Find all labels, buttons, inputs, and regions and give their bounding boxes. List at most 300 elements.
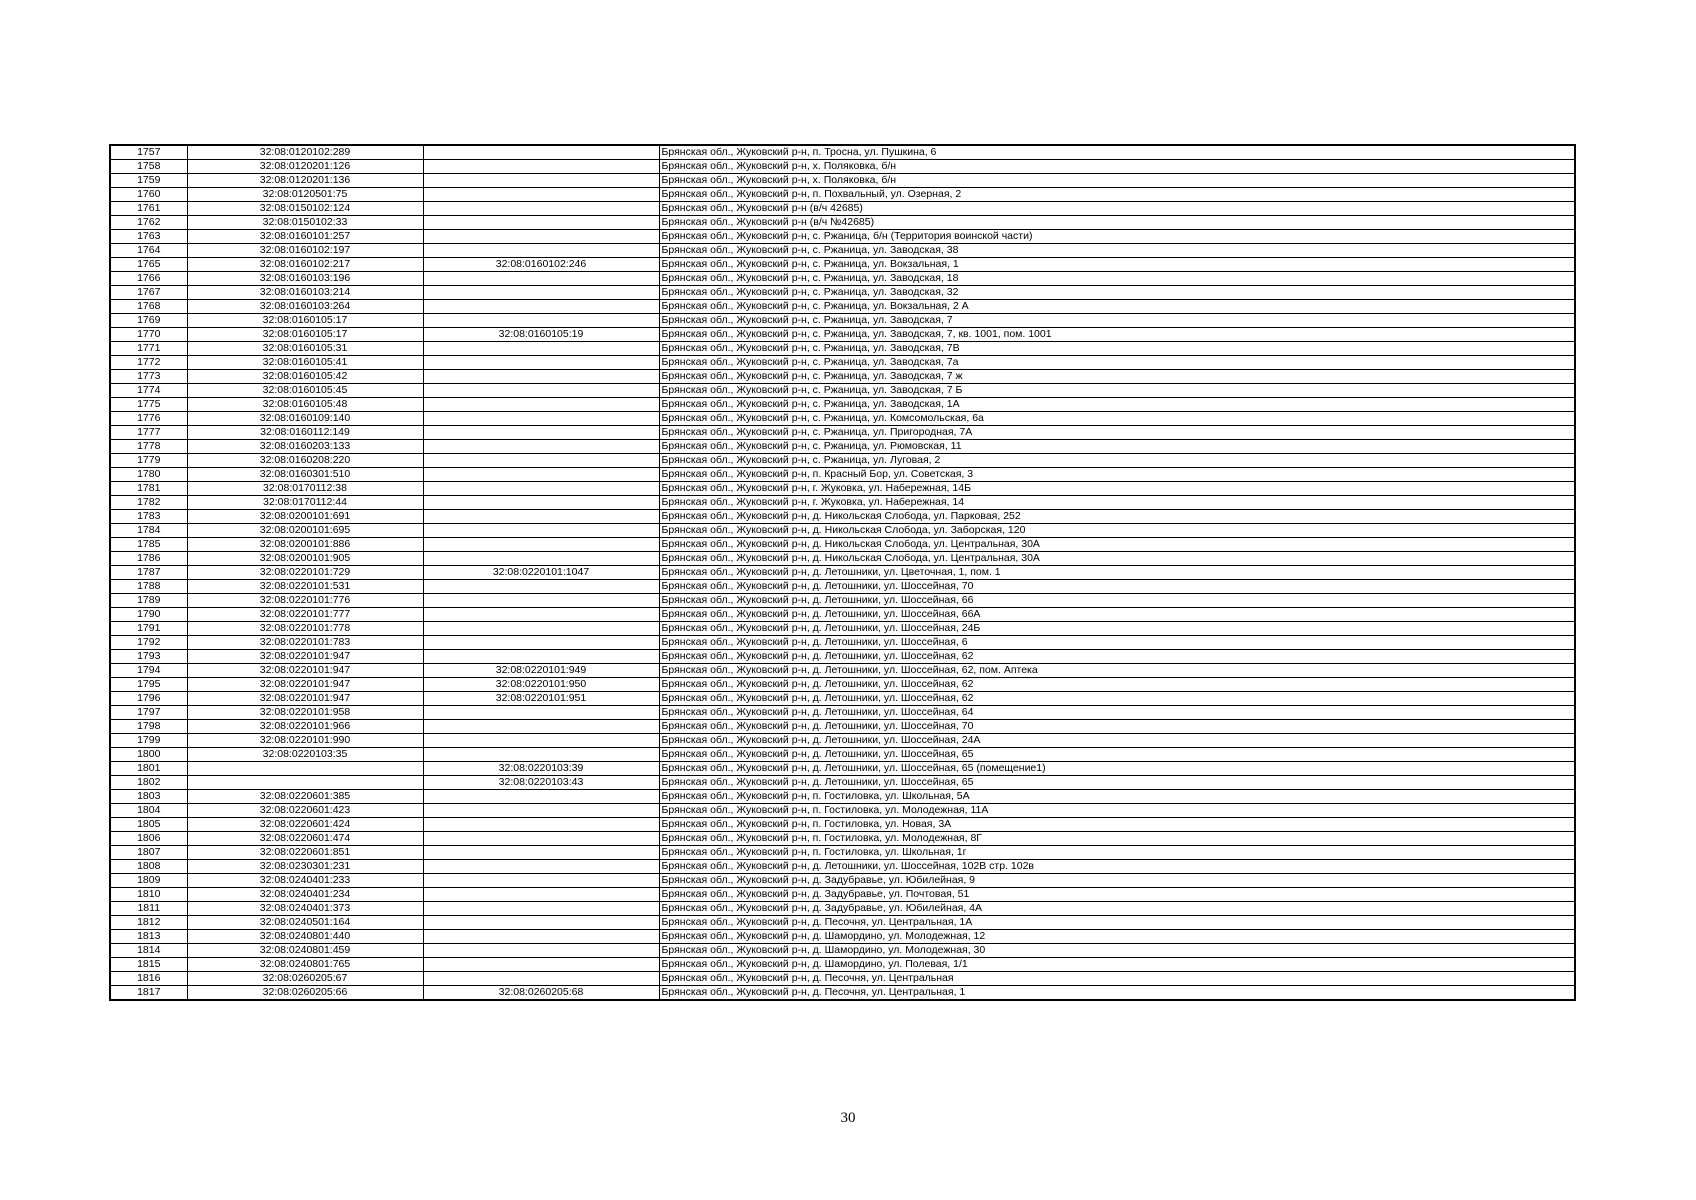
row-number-cell: 1781 [110,482,187,496]
cadastral-number-cell: 32:08:0160105:17 [187,314,423,328]
row-number-cell: 1803 [110,790,187,804]
cadastral-number-cell: 32:08:0220101:777 [187,608,423,622]
address-cell: Брянская обл., Жуковский р-н, с. Ржаница, ул. Заводская, 32 [659,286,1575,300]
table-row [110,818,1575,832]
address-cell: Брянская обл., Жуковский р-н, д. Песочня, ул. Центральная, 1 [659,986,1575,1001]
cadastral-number-cell: 32:08:0170112:44 [187,496,423,510]
row-number-cell: 1784 [110,524,187,538]
table-row [110,566,1575,580]
cadastral-number-cell: 32:08:0160105:41 [187,356,423,370]
cadastral-number-cell: 32:08:0220101:531 [187,580,423,594]
cadastral-number-cell: 32:08:0220601:474 [187,832,423,846]
row-number-cell: 1770 [110,328,187,342]
cadastral-number-cell: 32:08:0220101:947 [187,678,423,692]
page-number: 30 [840,1110,856,1126]
table-row [110,188,1575,202]
cadastral-number-cell: 32:08:0160101:257 [187,230,423,244]
address-cell: Брянская обл., Жуковский р-н, д. Никольская Слобода, ул. Центральная, 30А [659,552,1575,566]
related-number-cell [423,482,659,496]
row-number-cell: 1764 [110,244,187,258]
row-number-cell: 1768 [110,300,187,314]
table-row [110,748,1575,762]
related-number-cell [423,580,659,594]
cadastral-number-cell: 32:08:0150102:33 [187,216,423,230]
table-row [110,804,1575,818]
row-number-cell: 1790 [110,608,187,622]
address-cell: Брянская обл., Жуковский р-н, п. Красный Бор, ул. Советская, 3 [659,468,1575,482]
related-number-cell [423,188,659,202]
table-row [110,538,1575,552]
cadastral-number-cell: 32:08:0120102:289 [187,145,423,160]
table-row [110,860,1575,874]
table-row [110,902,1575,916]
table-row [110,216,1575,230]
row-number-cell: 1793 [110,650,187,664]
table-row [110,342,1575,356]
address-cell: Брянская обл., Жуковский р-н, с. Ржаница, ул. Заводская, 7, кв. 1001, пом. 1001 [659,328,1575,342]
address-cell: Брянская обл., Жуковский р-н, с. Ржаница, ул. Комсомольская, 6а [659,412,1575,426]
row-number-cell: 1814 [110,944,187,958]
address-cell: Брянская обл., Жуковский р-н, д. Задубравье, ул. Почтовая, 51 [659,888,1575,902]
related-number-cell: 32:08:0160105:19 [423,328,659,342]
cadastral-number-cell [187,776,423,790]
related-number-cell: 32:08:0260205:68 [423,986,659,1001]
address-cell: Брянская обл., Жуковский р-н, п. Гостиловка, ул. Школьная, 5А [659,790,1575,804]
table-row [110,832,1575,846]
address-cell: Брянская обл., Жуковский р-н, д. Летошники, ул. Шоссейная, 64 [659,706,1575,720]
cadastral-number-cell: 32:08:0220101:776 [187,594,423,608]
table-row [110,482,1575,496]
address-cell: Брянская обл., Жуковский р-н, с. Ржаница, б/н (Территория воинской части) [659,230,1575,244]
address-cell: Брянская обл., Жуковский р-н, д. Задубравье, ул. Юбилейная, 9 [659,874,1575,888]
address-cell: Брянская обл., Жуковский р-н, п. Гостиловка, ул. Молодежная, 11А [659,804,1575,818]
cadastral-number-cell: 32:08:0220101:947 [187,664,423,678]
row-number-cell: 1777 [110,426,187,440]
table-row [110,314,1575,328]
related-number-cell [423,622,659,636]
row-number-cell: 1806 [110,832,187,846]
table-row [110,734,1575,748]
row-number-cell: 1805 [110,818,187,832]
row-number-cell: 1787 [110,566,187,580]
table-row [110,552,1575,566]
table-row [110,888,1575,902]
cadastral-number-cell: 32:08:0160102:197 [187,244,423,258]
address-cell: Брянская обл., Жуковский р-н, с. Ржаница, ул. Заводская, 38 [659,244,1575,258]
row-number-cell: 1775 [110,398,187,412]
cadastral-number-cell: 32:08:0160203:133 [187,440,423,454]
row-number-cell: 1772 [110,356,187,370]
related-number-cell [423,202,659,216]
related-number-cell [423,748,659,762]
row-number-cell: 1791 [110,622,187,636]
table-row [110,160,1575,174]
address-cell: Брянская обл., Жуковский р-н, д. Летошники, ул. Шоссейная, 70 [659,720,1575,734]
address-cell: Брянская обл., Жуковский р-н, д. Летошники, ул. Шоссейная, 24Б [659,622,1575,636]
table-row [110,202,1575,216]
address-cell: Брянская обл., Жуковский р-н, д. Летошники, ул. Шоссейная, 62 [659,650,1575,664]
row-number-cell: 1779 [110,454,187,468]
address-cell: Брянская обл., Жуковский р-н, г. Жуковка, ул. Набережная, 14 [659,496,1575,510]
row-number-cell: 1816 [110,972,187,986]
row-number-cell: 1802 [110,776,187,790]
table-row [110,762,1575,776]
row-number-cell: 1783 [110,510,187,524]
table-row [110,328,1575,342]
related-number-cell [423,216,659,230]
related-number-cell [423,300,659,314]
address-cell: Брянская обл., Жуковский р-н, д. Летошники, ул. Шоссейная, 62 [659,692,1575,706]
cadastral-number-cell: 32:08:0220101:783 [187,636,423,650]
related-number-cell [423,314,659,328]
related-number-cell [423,244,659,258]
table-row [110,720,1575,734]
table-row [110,846,1575,860]
table-row [110,916,1575,930]
related-number-cell [423,874,659,888]
related-number-cell [423,790,659,804]
related-number-cell [423,524,659,538]
cadastral-number-cell: 32:08:0220101:958 [187,706,423,720]
cadastral-number-cell: 32:08:0160105:42 [187,370,423,384]
related-number-cell [423,230,659,244]
address-cell: Брянская обл., Жуковский р-н, д. Никольская Слобода, ул. Центральная, 30А [659,538,1575,552]
table-row [110,398,1575,412]
row-number-cell: 1788 [110,580,187,594]
related-number-cell [423,454,659,468]
row-number-cell: 1766 [110,272,187,286]
row-number-cell: 1769 [110,314,187,328]
row-number-cell: 1780 [110,468,187,482]
address-cell: Брянская обл., Жуковский р-н (в/ч 42685) [659,202,1575,216]
address-cell: Брянская обл., Жуковский р-н, д. Песочня, ул. Центральная [659,972,1575,986]
cadastral-number-cell: 32:08:0260205:67 [187,972,423,986]
related-number-cell [423,860,659,874]
related-number-cell [423,818,659,832]
table-row [110,986,1575,1001]
table-row [110,258,1575,272]
row-number-cell: 1760 [110,188,187,202]
table-row [110,636,1575,650]
cadastral-number-cell: 32:08:0160103:196 [187,272,423,286]
address-cell: Брянская обл., Жуковский р-н, х. Поляковка, б/н [659,160,1575,174]
row-number-cell: 1800 [110,748,187,762]
related-number-cell [423,468,659,482]
address-cell: Брянская обл., Жуковский р-н, д. Летошники, ул. Шоссейная, 102В стр. 102в [659,860,1575,874]
cadastral-number-cell: 32:08:0220101:947 [187,650,423,664]
address-cell: Брянская обл., Жуковский р-н, д. Летошники, ул. Шоссейная, 66А [659,608,1575,622]
cadastral-number-cell: 32:08:0160105:17 [187,328,423,342]
row-number-cell: 1758 [110,160,187,174]
cadastral-number-cell: 32:08:0200101:905 [187,552,423,566]
cadastral-number-cell: 32:08:0160105:48 [187,398,423,412]
related-number-cell: 32:08:0220101:951 [423,692,659,706]
table-row [110,930,1575,944]
cadastral-number-cell: 32:08:0160103:264 [187,300,423,314]
row-number-cell: 1774 [110,384,187,398]
table-row [110,384,1575,398]
address-cell: Брянская обл., Жуковский р-н, с. Ржаница, ул. Заводская, 7В [659,342,1575,356]
related-number-cell: 32:08:0220101:949 [423,664,659,678]
table-row [110,300,1575,314]
table-row [110,944,1575,958]
cadastral-number-cell: 32:08:0160102:217 [187,258,423,272]
address-cell: Брянская обл., Жуковский р-н, п. Похвальный, ул. Озерная, 2 [659,188,1575,202]
row-number-cell: 1799 [110,734,187,748]
address-cell: Брянская обл., Жуковский р-н, с. Ржаница, ул. Заводская, 7а [659,356,1575,370]
address-cell: Брянская обл., Жуковский р-н, д. Летошники, ул. Шоссейная, 66 [659,594,1575,608]
row-number-cell: 1759 [110,174,187,188]
related-number-cell [423,384,659,398]
cadastral-number-cell: 32:08:0150102:124 [187,202,423,216]
table-row [110,622,1575,636]
related-number-cell [423,426,659,440]
address-cell: Брянская обл., Жуковский р-н, с. Ржаница, ул. Заводская, 7 [659,314,1575,328]
cadastral-number-cell: 32:08:0220601:385 [187,790,423,804]
row-number-cell: 1815 [110,958,187,972]
related-number-cell [423,272,659,286]
related-number-cell [423,342,659,356]
related-number-cell [423,496,659,510]
row-number-cell: 1763 [110,230,187,244]
table-row [110,650,1575,664]
row-number-cell: 1817 [110,986,187,1001]
address-cell: Брянская обл., Жуковский р-н, д. Летошники, ул. Шоссейная, 70 [659,580,1575,594]
cadastral-number-cell: 32:08:0240401:373 [187,902,423,916]
row-number-cell: 1765 [110,258,187,272]
related-number-cell: 32:08:0220101:950 [423,678,659,692]
cadastral-number-cell: 32:08:0220601:424 [187,818,423,832]
related-number-cell: 32:08:0220101:1047 [423,566,659,580]
cadastral-number-cell: 32:08:0200101:886 [187,538,423,552]
row-number-cell: 1810 [110,888,187,902]
related-number-cell [423,804,659,818]
cadastral-number-cell: 32:08:0240401:233 [187,874,423,888]
cadastral-number-cell: 32:08:0220101:947 [187,692,423,706]
table-row [110,440,1575,454]
row-number-cell: 1771 [110,342,187,356]
cadastral-number-cell: 32:08:0240801:459 [187,944,423,958]
table-row [110,510,1575,524]
table-row [110,370,1575,384]
table-row [110,524,1575,538]
cadastral-number-cell: 32:08:0120201:136 [187,174,423,188]
address-cell: Брянская обл., Жуковский р-н, с. Ржаница, ул. Заводская, 7 ж [659,370,1575,384]
row-number-cell: 1778 [110,440,187,454]
address-cell: Брянская обл., Жуковский р-н, д. Летошники, ул. Шоссейная, 65 [659,748,1575,762]
related-number-cell [423,594,659,608]
table-row [110,230,1575,244]
table-row [110,412,1575,426]
cadastral-number-cell: 32:08:0230301:231 [187,860,423,874]
registry-body [110,145,1575,1000]
related-number-cell [423,510,659,524]
related-number-cell [423,734,659,748]
row-number-cell: 1757 [110,145,187,160]
cadastral-number-cell: 32:08:0220101:729 [187,566,423,580]
related-number-cell [423,832,659,846]
cadastral-number-cell: 32:08:0170112:38 [187,482,423,496]
cadastral-number-cell: 32:08:0220101:966 [187,720,423,734]
table-row [110,678,1575,692]
cadastral-number-cell: 32:08:0200101:695 [187,524,423,538]
table-row [110,468,1575,482]
cadastral-number-cell: 32:08:0160301:510 [187,468,423,482]
cadastral-number-cell: 32:08:0120201:126 [187,160,423,174]
table-row [110,958,1575,972]
address-cell: Брянская обл., Жуковский р-н, с. Ржаница, ул. Заводская, 1А [659,398,1575,412]
related-number-cell [423,412,659,426]
related-number-cell: 32:08:0220103:43 [423,776,659,790]
related-number-cell [423,720,659,734]
table-row [110,244,1575,258]
row-number-cell: 1808 [110,860,187,874]
table-row [110,692,1575,706]
row-number-cell: 1782 [110,496,187,510]
cadastral-number-cell [187,762,423,776]
related-number-cell [423,160,659,174]
cadastral-number-cell: 32:08:0240501:164 [187,916,423,930]
row-number-cell: 1811 [110,902,187,916]
row-number-cell: 1797 [110,706,187,720]
address-cell: Брянская обл., Жуковский р-н, д. Шамордино, ул. Полевая, 1/1 [659,958,1575,972]
related-number-cell [423,370,659,384]
row-number-cell: 1807 [110,846,187,860]
address-cell: Брянская обл., Жуковский р-н, с. Ржаница, ул. Заводская, 7 Б [659,384,1575,398]
related-number-cell [423,930,659,944]
cadastral-number-cell: 32:08:0240801:440 [187,930,423,944]
address-cell: Брянская обл., Жуковский р-н, с. Ржаница, ул. Рюмовская, 11 [659,440,1575,454]
row-number-cell: 1785 [110,538,187,552]
cadastral-number-cell: 32:08:0220101:990 [187,734,423,748]
cadastral-number-cell: 32:08:0160105:31 [187,342,423,356]
table-row [110,608,1575,622]
table-row [110,454,1575,468]
table-row [110,426,1575,440]
address-cell: Брянская обл., Жуковский р-н, х. Поляковка, б/н [659,174,1575,188]
cadastral-number-cell: 32:08:0200101:691 [187,510,423,524]
address-cell: Брянская обл., Жуковский р-н, д. Песочня, ул. Центральная, 1А [659,916,1575,930]
address-cell: Брянская обл., Жуковский р-н (в/ч №42685) [659,216,1575,230]
address-cell: Брянская обл., Жуковский р-н, с. Ржаница, ул. Заводская, 18 [659,272,1575,286]
address-cell: Брянская обл., Жуковский р-н, д. Летошники, ул. Шоссейная, 62, пом. Аптека [659,664,1575,678]
table-row [110,790,1575,804]
cadastral-number-cell: 32:08:0220601:423 [187,804,423,818]
row-number-cell: 1786 [110,552,187,566]
address-cell: Брянская обл., Жуковский р-н, д. Никольская Слобода, ул. Заборская, 120 [659,524,1575,538]
table-row [110,580,1575,594]
address-cell: Брянская обл., Жуковский р-н, с. Ржаница, ул. Вокзальная, 1 [659,258,1575,272]
address-cell: Брянская обл., Жуковский р-н, п. Тросна, ул. Пушкина, 6 [659,145,1575,160]
cadastral-number-cell: 32:08:0160109:140 [187,412,423,426]
address-cell: Брянская обл., Жуковский р-н, д. Летошники, ул. Шоссейная, 6 [659,636,1575,650]
address-cell: Брянская обл., Жуковский р-н, д. Летошники, ул. Шоссейная, 65 (помещение1) [659,762,1575,776]
related-number-cell [423,888,659,902]
row-number-cell: 1812 [110,916,187,930]
related-number-cell [423,145,659,160]
row-number-cell: 1762 [110,216,187,230]
address-cell: Брянская обл., Жуковский р-н, п. Гостиловка, ул. Новая, 3А [659,818,1575,832]
table-row [110,874,1575,888]
related-number-cell [423,916,659,930]
related-number-cell [423,538,659,552]
row-number-cell: 1801 [110,762,187,776]
row-number-cell: 1767 [110,286,187,300]
row-number-cell: 1776 [110,412,187,426]
row-number-cell: 1804 [110,804,187,818]
related-number-cell [423,944,659,958]
related-number-cell [423,286,659,300]
table-row [110,776,1575,790]
related-number-cell [423,440,659,454]
cadastral-number-cell: 32:08:0160103:214 [187,286,423,300]
table-row [110,594,1575,608]
related-number-cell [423,356,659,370]
row-number-cell: 1792 [110,636,187,650]
related-number-cell [423,958,659,972]
table-row [110,706,1575,720]
table-row [110,286,1575,300]
table-row [110,174,1575,188]
cadastral-number-cell: 32:08:0160105:45 [187,384,423,398]
address-cell: Брянская обл., Жуковский р-н, д. Никольская Слобода, ул. Парковая, 252 [659,510,1575,524]
related-number-cell [423,174,659,188]
related-number-cell [423,902,659,916]
address-cell: Брянская обл., Жуковский р-н, д. Летошники, ул. Шоссейная, 24А [659,734,1575,748]
related-number-cell [423,398,659,412]
registry-table [109,144,1576,1001]
address-cell: Брянская обл., Жуковский р-н, с. Ржаница, ул. Луговая, 2 [659,454,1575,468]
related-number-cell [423,846,659,860]
related-number-cell [423,706,659,720]
cadastral-number-cell: 32:08:0260205:66 [187,986,423,1001]
cadastral-number-cell: 32:08:0160208:220 [187,454,423,468]
table-row [110,356,1575,370]
table-row [110,664,1575,678]
related-number-cell: 32:08:0220103:39 [423,762,659,776]
address-cell: Брянская обл., Жуковский р-н, с. Ржаница, ул. Пригородная, 7А [659,426,1575,440]
address-cell: Брянская обл., Жуковский р-н, с. Ржаница, ул. Вокзальная, 2 А [659,300,1575,314]
address-cell: Брянская обл., Жуковский р-н, д. Задубравье, ул. Юбилейная, 4А [659,902,1575,916]
cadastral-number-cell: 32:08:0220101:778 [187,622,423,636]
related-number-cell [423,972,659,986]
address-cell: Брянская обл., Жуковский р-н, д. Летошники, ул. Цветочная, 1, пом. 1 [659,566,1575,580]
cadastral-number-cell: 32:08:0220601:851 [187,846,423,860]
row-number-cell: 1796 [110,692,187,706]
related-number-cell [423,608,659,622]
row-number-cell: 1773 [110,370,187,384]
related-number-cell [423,552,659,566]
address-cell: Брянская обл., Жуковский р-н, д. Летошники, ул. Шоссейная, 62 [659,678,1575,692]
address-cell: Брянская обл., Жуковский р-н, д. Шамордино, ул. Молодежная, 30 [659,944,1575,958]
row-number-cell: 1809 [110,874,187,888]
cadastral-number-cell: 32:08:0240801:765 [187,958,423,972]
related-number-cell [423,650,659,664]
address-cell: Брянская обл., Жуковский р-н, п. Гостиловка, ул. Молодежная, 8Г [659,832,1575,846]
cadastral-number-cell: 32:08:0160112:149 [187,426,423,440]
row-number-cell: 1798 [110,720,187,734]
table-row [110,496,1575,510]
row-number-cell: 1761 [110,202,187,216]
related-number-cell [423,636,659,650]
address-cell: Брянская обл., Жуковский р-н, п. Гостиловка, ул. Школьная, 1г [659,846,1575,860]
table-row [110,972,1575,986]
address-cell: Брянская обл., Жуковский р-н, д. Летошники, ул. Шоссейная, 65 [659,776,1575,790]
cadastral-number-cell: 32:08:0220103:35 [187,748,423,762]
cadastral-number-cell: 32:08:0120501:75 [187,188,423,202]
row-number-cell: 1795 [110,678,187,692]
address-cell: Брянская обл., Жуковский р-н, д. Шамордино, ул. Молодежная, 12 [659,930,1575,944]
